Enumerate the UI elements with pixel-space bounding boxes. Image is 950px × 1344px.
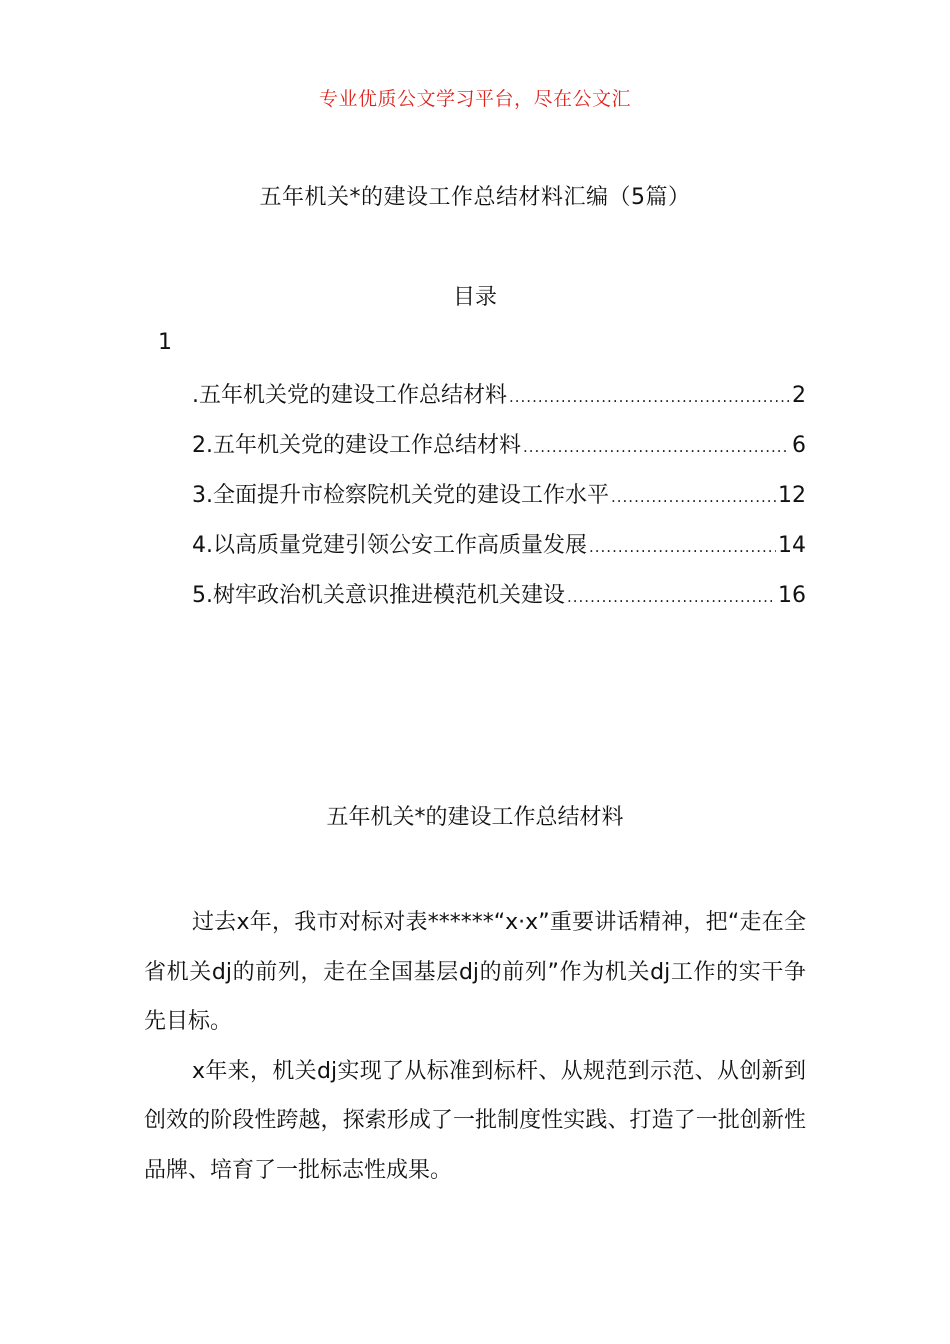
- toc-item[interactable]: [192, 528, 806, 578]
- toc-leader-dots: [611, 488, 776, 506]
- table-of-contents: [192, 378, 806, 628]
- toc-number: 1: [158, 330, 172, 355]
- document-title: 五年机关*的建设工作总结材料汇编（5篇）: [259, 185, 691, 210]
- toc-item-title: 4.以高质量党建引领公安工作高质量发展: [192, 533, 587, 558]
- toc-item-page: 16: [778, 583, 806, 608]
- toc-item[interactable]: [192, 578, 806, 628]
- toc-leader-dots: [589, 538, 776, 556]
- toc-item-title: 5.树牢政治机关意识推进模范机关建设: [192, 583, 565, 608]
- toc-leader-dots: [567, 588, 776, 606]
- toc-item-page: 2: [792, 383, 806, 408]
- toc-item[interactable]: [192, 428, 806, 478]
- toc-item-page: 14: [778, 533, 806, 558]
- toc-heading: 目录: [452, 285, 497, 310]
- body-text: [144, 898, 806, 1195]
- toc-item-page: 12: [778, 483, 806, 508]
- toc-item-title: 2.五年机关党的建设工作总结材料: [192, 433, 521, 458]
- toc-item-page: 6: [792, 433, 806, 458]
- header-banner: 专业优质公文学习平台，尽在公文汇: [318, 88, 631, 110]
- toc-item[interactable]: [192, 378, 806, 428]
- section-title: 五年机关*的建设工作总结材料: [326, 805, 624, 830]
- toc-item-title: .五年机关党的建设工作总结材料: [192, 383, 507, 408]
- toc-leader-dots: [523, 438, 790, 456]
- toc-item-title: 3.全面提升市检察院机关党的建设工作水平: [192, 483, 609, 508]
- toc-item[interactable]: [192, 478, 806, 528]
- toc-leader-dots: [509, 388, 790, 406]
- paragraph: x年来，机关dj实现了从标准到标杆、从规范到示范、从创新到创效的阶段性跨越，探索形成了一批制度性实践、打造了一批创新性品牌、培育了一批标志性成果。: [144, 1058, 806, 1183]
- paragraph: 过去x年，我市对标对表******“x·x”重要讲话精神，把“走在全省机关dj的前列，走在全国基层dj的前列”作为机关dj工作的实干争先目标。: [144, 910, 806, 1034]
